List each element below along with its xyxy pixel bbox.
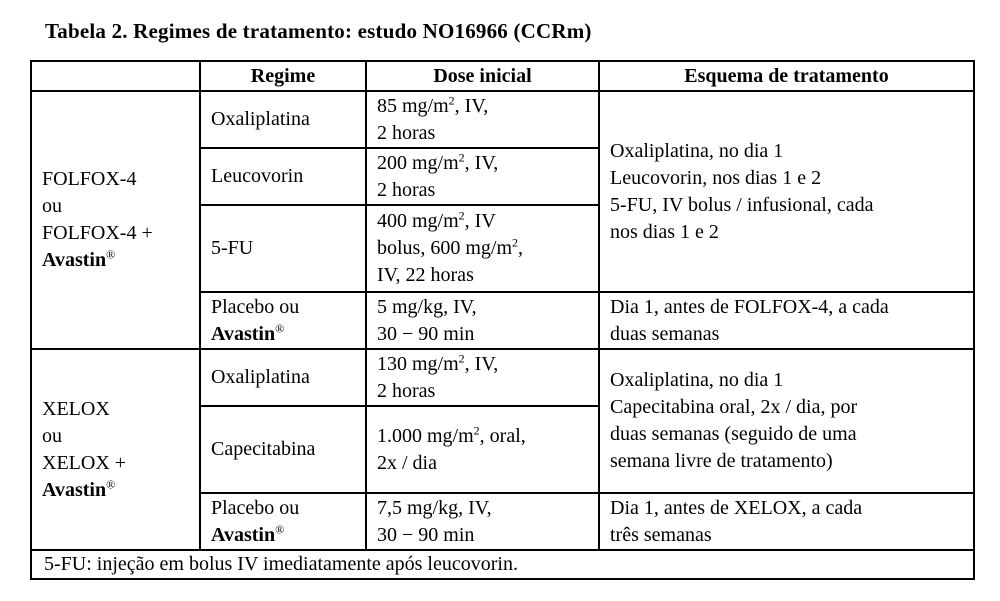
header-schedule: Esquema de tratamento xyxy=(599,61,974,91)
dose-cell: 1.000 $mg/m^2$, oral, 2x / dia xyxy=(366,406,599,493)
regime-cell: Oxaliplatina xyxy=(200,91,366,148)
dose-cell: 200 $mg/m^2$, IV, 2 horas xyxy=(366,148,599,205)
regime-cell-placebo: Placebo ou Avastin® xyxy=(200,493,366,550)
group-name-xelox: XELOX ou XELOX + Avastin® xyxy=(31,349,200,550)
regimes-table xyxy=(30,60,975,580)
dose-cell: 85 $mg/m^2$, IV, 2 horas xyxy=(366,91,599,148)
schedule-cell: Oxaliplatina, no dia 1 Capecitabina oral, 2x / dia, por duas semanas (seguido de uma semana livre de tratamento) xyxy=(599,349,974,493)
schedule-cell: Dia 1, antes de XELOX, a cada três semanas xyxy=(599,493,974,550)
schedule-cell: Dia 1, antes de FOLFOX-4, a cada duas semanas xyxy=(599,292,974,349)
regime-cell: Capecitabina xyxy=(200,406,366,493)
dose-cell: 130 $mg/m^2$, IV, 2 horas xyxy=(366,349,599,406)
group-name-folfox: FOLFOX-4 ou FOLFOX-4 + Avastin® xyxy=(31,91,200,349)
table-row xyxy=(31,349,974,406)
dose-cell: 7,5 mg/kg, IV, 30 − 90 min xyxy=(366,493,599,550)
schedule-cell: Oxaliplatina, no dia 1 Leucovorin, nos dias 1 e 2 5-FU, IV bolus / infusional, cada nos dias 1 e 2 xyxy=(599,91,974,292)
footnote: 5-FU: injeção em bolus IV imediatamente após leucovorin. xyxy=(31,550,974,579)
regime-cell: Oxaliplatina xyxy=(200,349,366,406)
footnote-row xyxy=(31,550,974,579)
dose-cell: 5 mg/kg, IV, 30 − 90 min xyxy=(366,292,599,349)
header-dose: Dose inicial xyxy=(366,61,599,91)
regime-cell-placebo: Placebo ou Avastin® xyxy=(200,292,366,349)
header-regime: Regime xyxy=(200,61,366,91)
table-row xyxy=(31,91,974,148)
header-empty xyxy=(31,61,200,91)
regime-cell: 5-FU xyxy=(200,205,366,292)
dose-cell: 400 $mg/m^2$, IV bolus, 600 $mg/m^2$, IV, 22 horas xyxy=(366,205,599,292)
table-title: Tabela 2. Regimes de tratamento: estudo NO16966 (CCRm) xyxy=(45,19,592,43)
header-row xyxy=(31,61,974,91)
regime-cell: Leucovorin xyxy=(200,148,366,205)
